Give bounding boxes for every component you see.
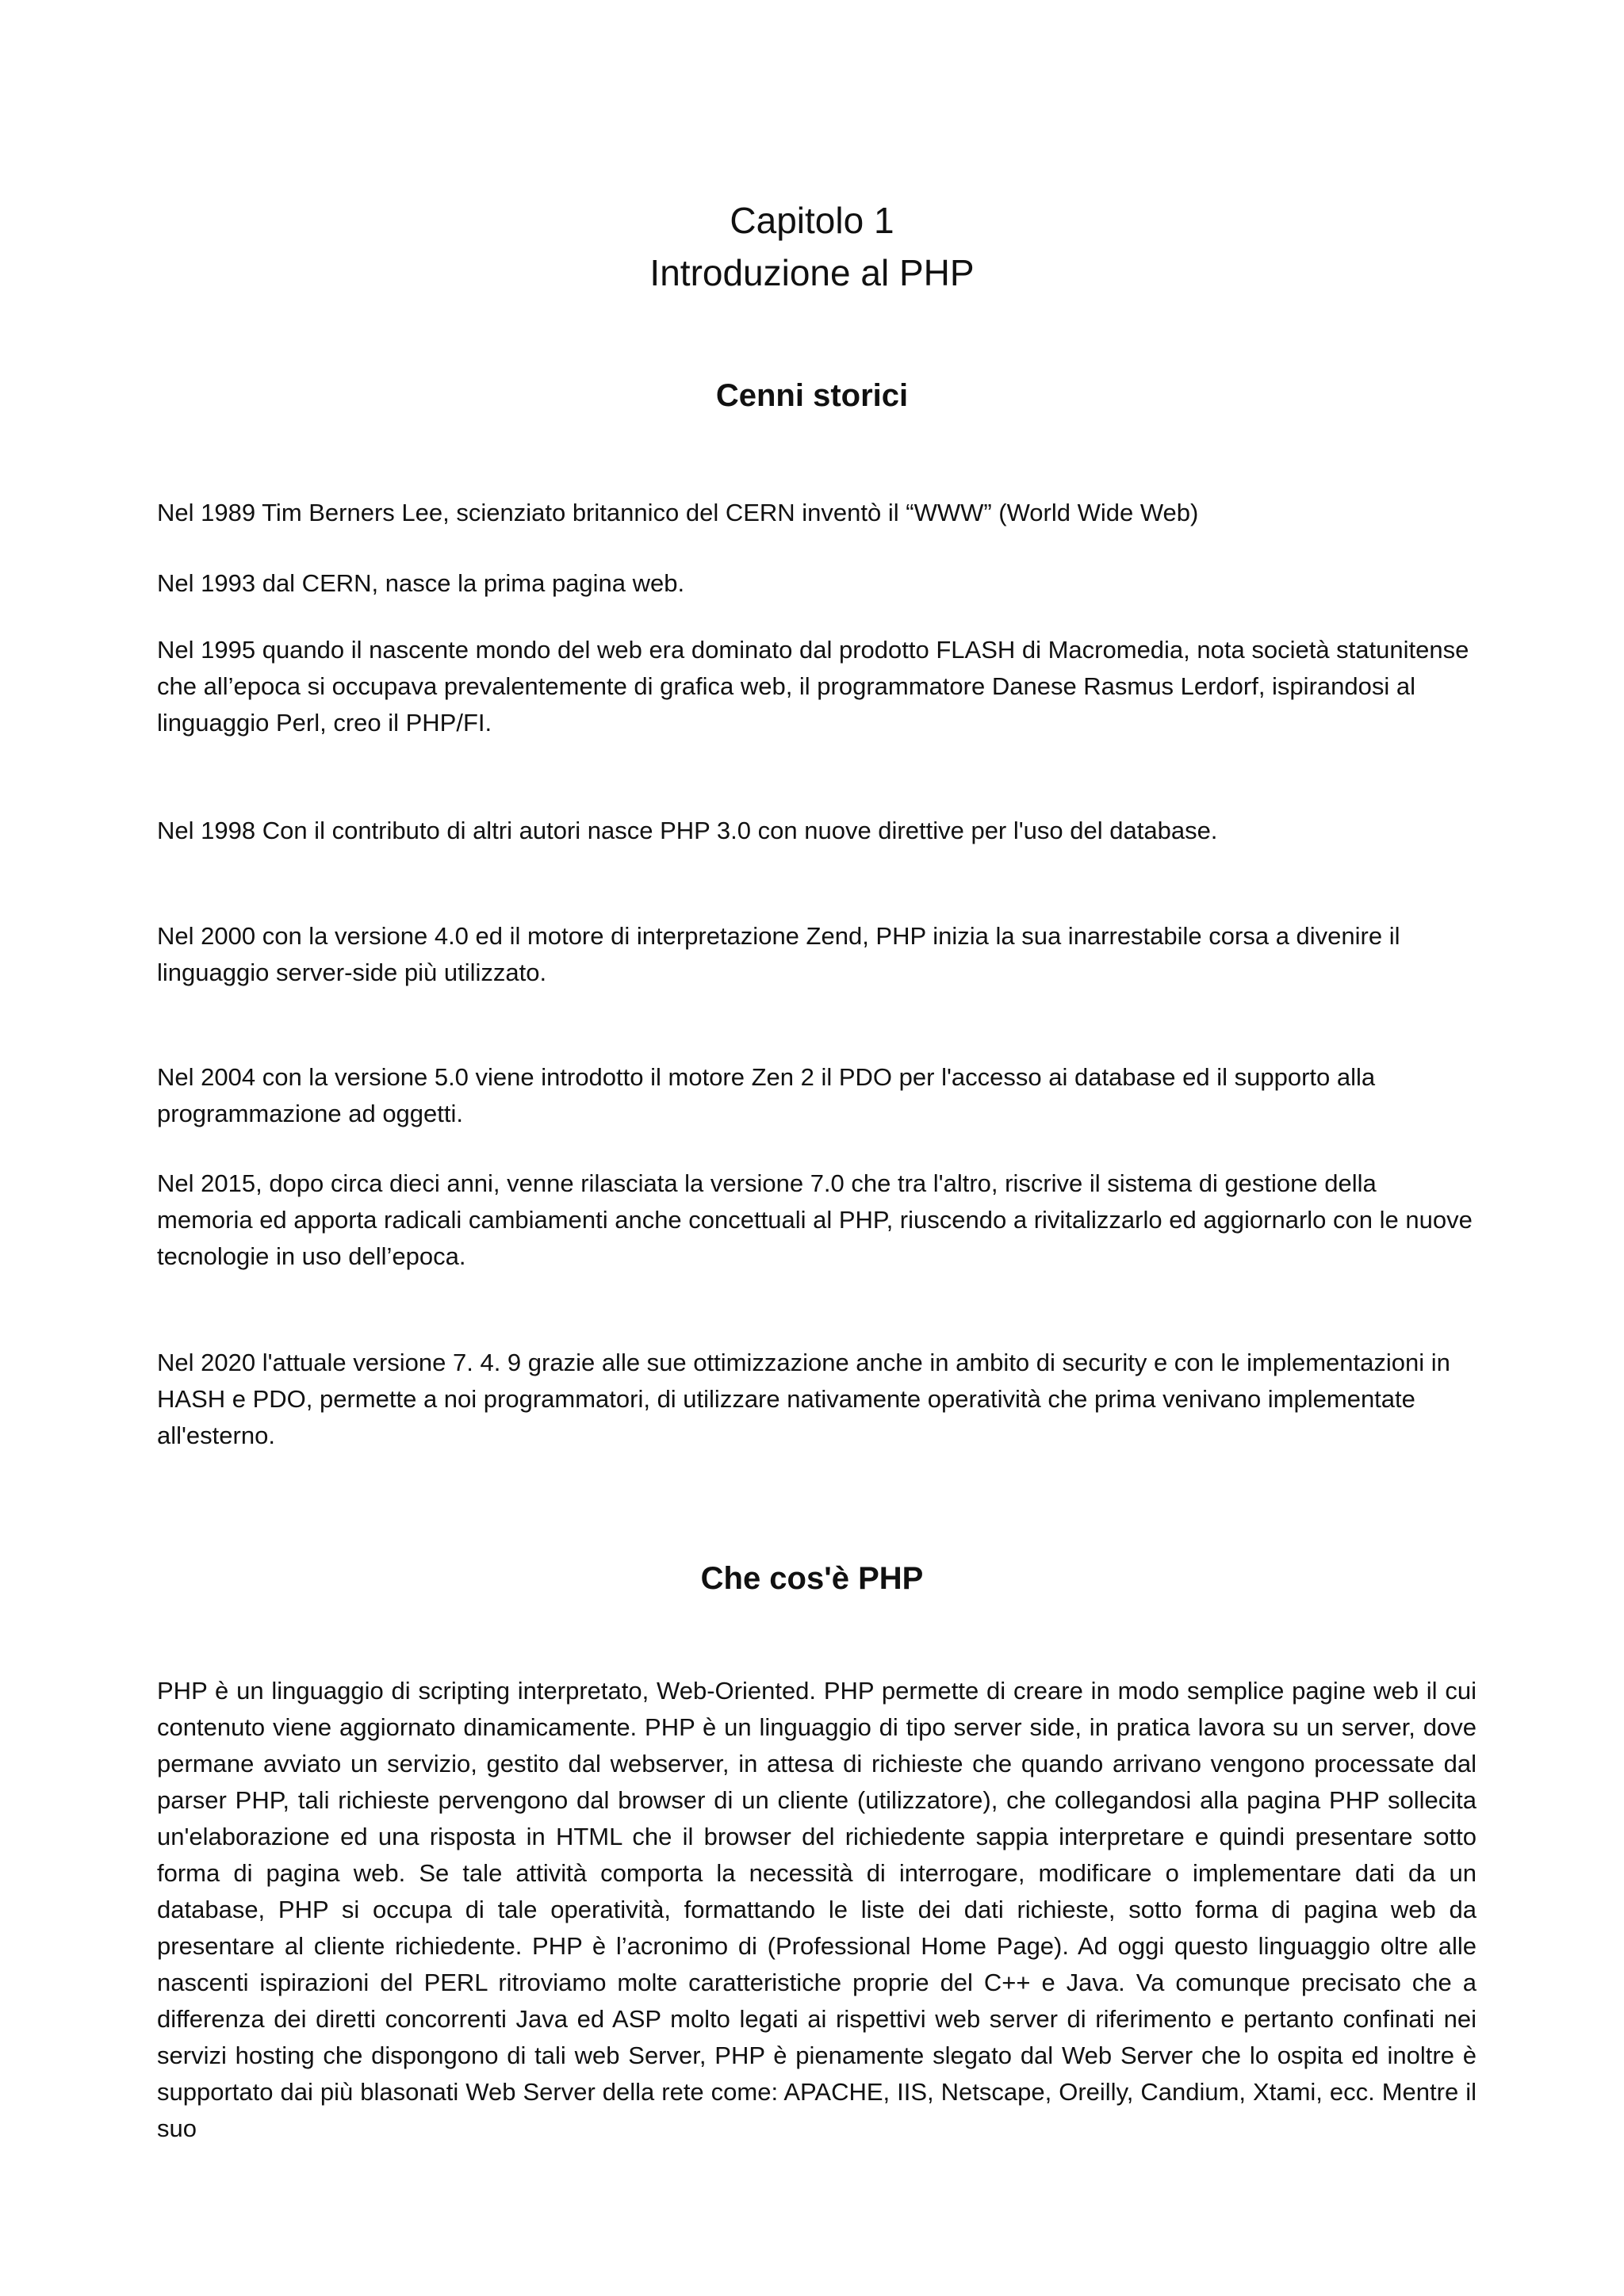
paragraph-2015: Nel 2015, dopo circa dieci anni, venne rilasciata la versione 7.0 che tra l'altro, riscrive il sistema di gestione della memoria ed apporta radicali cambiamenti anche concettuali al PHP, riuscendo a rivitalizzarlo ed aggiornarlo con le nuove tecnologie in uso dell’epoca. [157, 1169, 1473, 1270]
paragraph-1998: Nel 1998 Con il contributo di altri autori nasce PHP 3.0 con nuove direttive per l'uso del database. [157, 817, 1218, 844]
paragraph-2000: Nel 2000 con la versione 4.0 ed il motore di interpretazione Zend, PHP inizia la sua inarrestabile corsa a divenire il linguaggio server-side più utilizzato. [157, 922, 1400, 986]
chapter-title: Introduzione al PHP [649, 252, 975, 293]
paragraph-1993: Nel 1993 dal CERN, nasce la prima pagina web. [157, 569, 685, 597]
paragraph-1989: Nel 1989 Tim Berners Lee, scienziato britannico del CERN inventò il “WWW” (World Wide Web) [157, 499, 1199, 526]
chapter-number: Capitolo 1 [730, 200, 894, 241]
section-heading-che-cos-e-php: Che cos'è PHP [700, 1561, 924, 1596]
paragraph-2020: Nel 2020 l'attuale versione 7. 4. 9 grazie alle sue ottimizzazione anche in ambito di security e con le implementazioni in HASH e PDO, permette a noi programmatori, di utilizzare nativamente operatività che prima venivano implementate all'esterno. [157, 1349, 1450, 1449]
paragraph-php-description: PHP è un linguaggio di scripting interpretato, Web-Oriented. PHP permette di creare in modo semplice pagine web il cui contenuto viene aggiornato dinamicamente. PHP è un linguaggio di tipo server side, in pratica lavora su un server, dove permane avviato un servizio, gestito dal webserver, in attesa di richieste che quando arrivano vengono processate dal parser PHP, tali richieste pervengono dal browser di un cliente (utilizzatore), che collegandosi alla pagina PHP sollecita un'elaborazione ed una risposta in HTML che il browser del richiedente sappia interpretare e quindi presentare sotto forma di pagina web. Se tale attività comporta la necessità di interrogare, modificare o implementare dati da un database, PHP si occupa di tale operatività, formattando le liste dei dati richieste, sotto forma di pagina web da presentare al cliente richiedente. PHP è l’acronimo di (Professional Home Page). Ad oggi questo linguaggio oltre alle nascenti ispirazioni del PERL ritroviamo molte caratteristiche proprie del C++ e Java. Va comunque precisato che a differenza dei diretti concorrenti Java ed ASP molto legati ai rispettivi web server di riferimento e pertanto confinati nei servizi hosting che dispongono di tali web Server, PHP è pienamente slegato dal Web Server che lo ospita ed inoltre è supportato dai più blasonati Web Server della rete come: APACHE, IIS, Netscape, Oreilly, Candium, Xtami, ecc. Mentre il suo [157, 1677, 1477, 2142]
section-heading-cenni-storici: Cenni storici [715, 378, 909, 413]
paragraph-1995: Nel 1995 quando il nascente mondo del web era dominato dal prodotto FLASH di Macromedia, nota società statunitense che all’epoca si occupava prevalentemente di grafica web, il programmatore Danese Rasmus Lerdorf, ispirandosi al linguaggio Perl, creo il PHP/FI. [157, 636, 1469, 737]
paragraph-2004: Nel 2004 con la versione 5.0 viene introdotto il motore Zen 2 il PDO per l'accesso ai database ed il supporto alla programmazione ad oggetti. [157, 1063, 1376, 1127]
